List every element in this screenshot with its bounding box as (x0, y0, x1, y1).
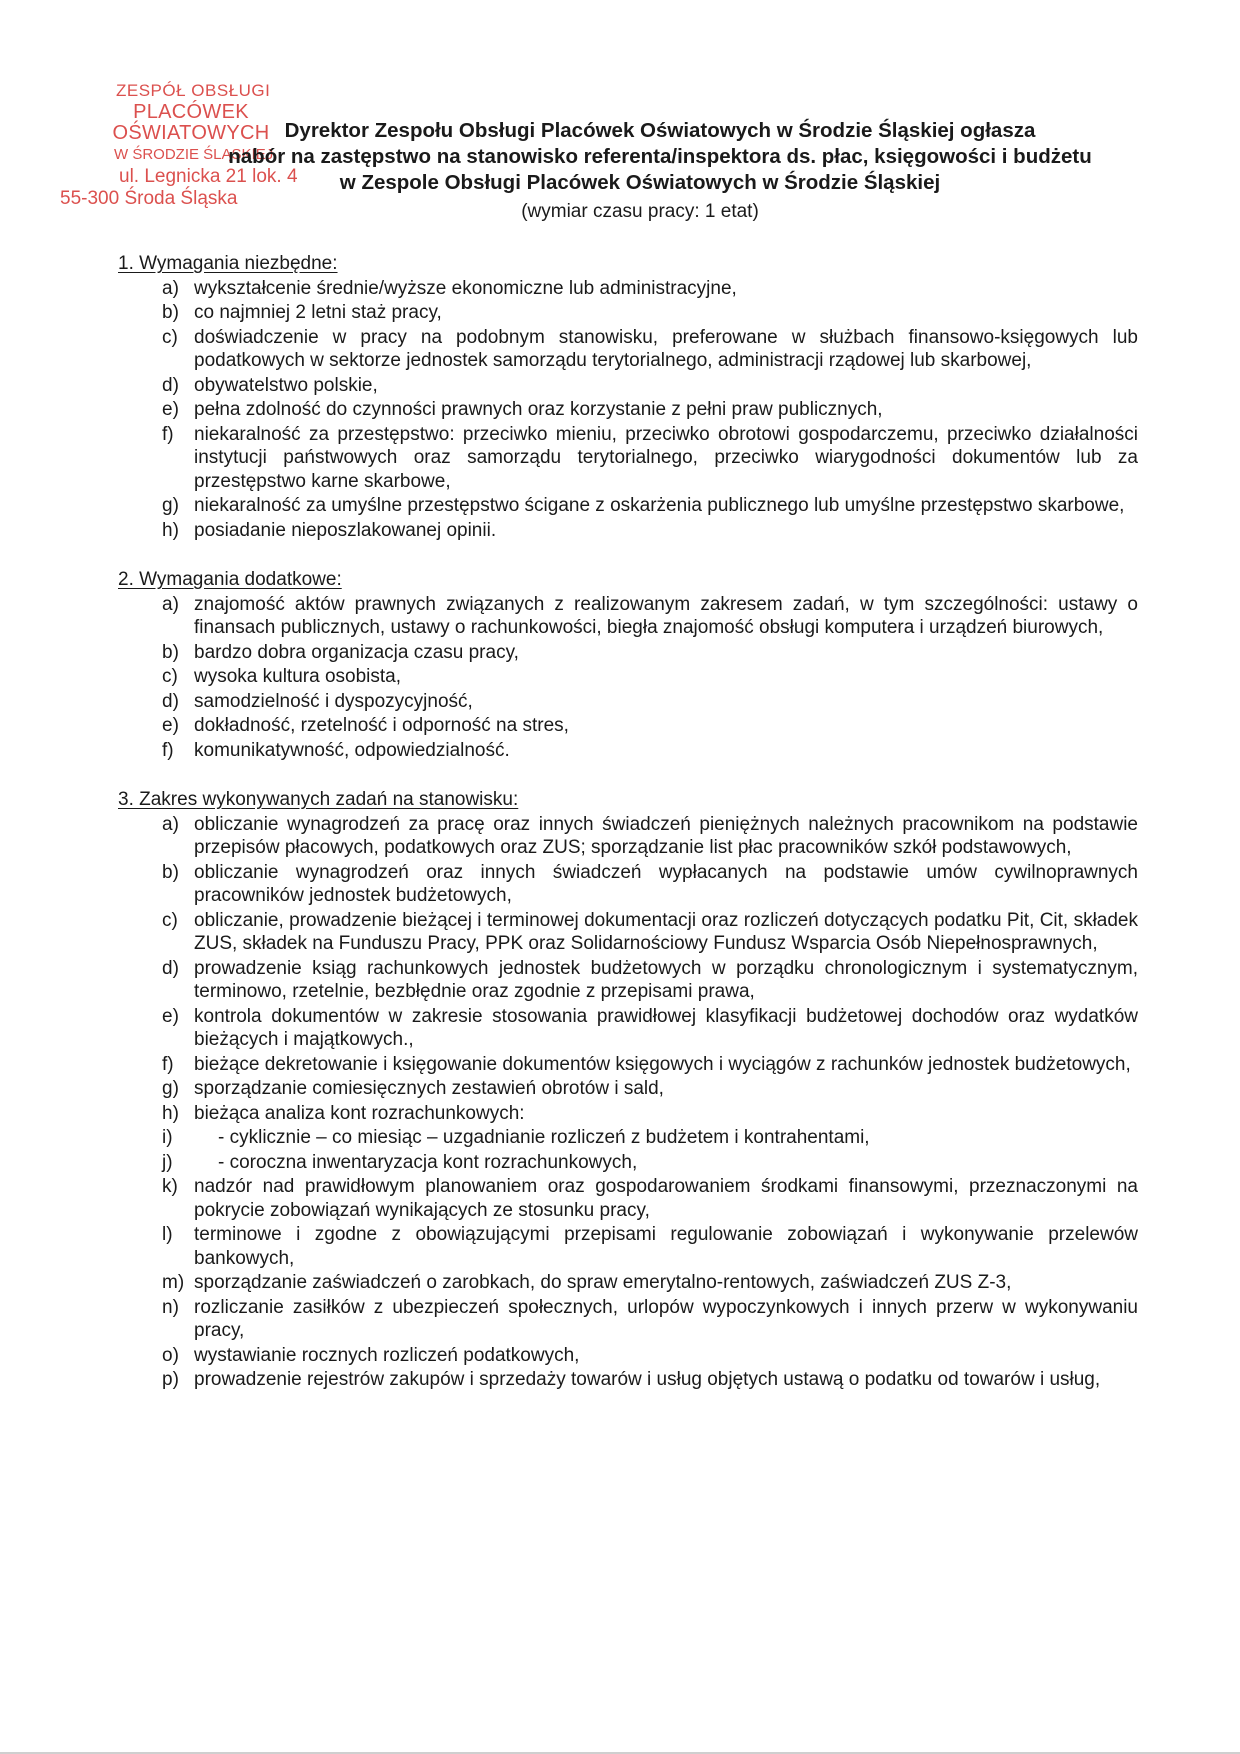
list-item (118, 714, 1138, 738)
list-item-marker: k) (162, 1176, 178, 1197)
list-item (118, 1053, 1138, 1077)
list-item-marker: b) (162, 302, 179, 323)
list-item-text: obywatelstwo polskie, (194, 374, 378, 396)
section-title: 1. Wymagania niezbędne: (118, 253, 338, 274)
header-line-3: w Zespole Obsługi Placówek Oświatowych w Środzie Śląskiej (339, 171, 941, 194)
header-line-2: nabór na zastępstwo na stanowisko referenta/inspektora ds. płac, księgowości i budżetu (228, 145, 1092, 168)
list-item-marker: p) (162, 1369, 179, 1390)
list-item-marker: a) (162, 593, 179, 615)
stamp-line-2: PLACÓWEK OŚWIATOWYCH (112, 100, 270, 144)
section-3 (118, 788, 1138, 1392)
list-item (118, 398, 1138, 422)
list-item-text: komunikatywność, odpowiedzialność. (194, 739, 510, 761)
list-item-marker: g) (162, 495, 179, 516)
stamp-line-3: W ŚRODZIE ŚLĄSKIEJ (114, 145, 274, 163)
list-item (118, 861, 1138, 908)
list-item-text: posiadanie nieposzlakowanej opinii. (194, 519, 497, 541)
list-item-text: prowadzenie rejestrów zakupów i sprzedaży towarów i usług objętych ustawą o podatku od towarów i usług, (194, 1369, 1101, 1390)
list-item-text: bieżące dekretowanie i księgowanie dokumentów księgowych i wyciągów z rachunków jednostek budżetowych, (194, 1053, 1131, 1075)
list-item (118, 1102, 1138, 1126)
list-item (118, 1296, 1138, 1343)
announcement-body (118, 252, 1138, 1418)
header-subline: (wymiar czasu pracy: 1 etat) (521, 201, 759, 222)
list-item-text: obliczanie, prowadzenie bieżącej i terminowej dokumentacji oraz rozliczeń dotyczących podatku Pit, Cit, składek ZUS, składek na Funduszu Pracy, PPK oraz Solidarnościowy Fundusz Wsparcia Osób Niepełnosprawnych, (194, 909, 1138, 954)
list-item-text: obliczanie wynagrodzeń za pracę oraz innych świadczeń pieniężnych należnych pracownikom na podstawie przepisów płacowych, podatkowych oraz ZUS; sporządzanie list płac pracowników szkół podstawowych, (194, 813, 1138, 858)
list-item-text: co najmniej 2 letni staż pracy, (194, 302, 442, 323)
list-item-text: dokładność, rzetelność i odporność na stres, (194, 715, 569, 736)
list-item-marker: f) (162, 1053, 174, 1075)
list-item (118, 957, 1138, 1004)
list-item-marker: c) (162, 909, 178, 931)
list-item (118, 277, 1138, 301)
list-item-text: znajomość aktów prawnych związanych z realizowanym zakresem zadań, w tym szczególności: ustawy o finansach publicznych, ustawy o rachunkowości, biegła znajomość obsługi komputera i urządzeń biurowych, (194, 593, 1138, 638)
list-item-text: sporządzanie comiesięcznych zestawień obrotów i sald, (194, 1078, 664, 1099)
list-item (118, 641, 1138, 665)
list-item-marker: o) (162, 1344, 179, 1366)
list-item-text: sporządzanie zaświadczeń o zarobkach, do spraw emerytalno-rentowych, zaświadczeń ZUS Z-3, (194, 1272, 1012, 1293)
list-item (118, 519, 1138, 543)
list-item-marker: i) (162, 1127, 173, 1148)
section-items (118, 277, 1138, 543)
list-item-text: samodzielność i dyspozycyjność, (194, 690, 473, 712)
list-item-text: wystawianie rocznych rozliczeń podatkowych, (194, 1344, 580, 1366)
list-item-marker: a) (162, 277, 179, 299)
list-item-text: pełna zdolność do czynności prawnych oraz korzystanie z pełni praw publicznych, (194, 399, 883, 420)
list-item-marker: e) (162, 399, 179, 420)
list-item-text: terminowe i zgodne z obowiązującymi przepisami regulowanie zobowiązań i wykonywanie przelewów bankowych, (194, 1224, 1138, 1269)
list-item (118, 301, 1138, 325)
list-item (118, 1223, 1138, 1270)
list-item (118, 374, 1138, 398)
list-item (118, 665, 1138, 689)
list-item-marker: c) (162, 666, 178, 687)
section-1 (118, 252, 1138, 542)
list-item (118, 423, 1138, 494)
section-items (118, 813, 1138, 1392)
list-item (118, 1077, 1138, 1101)
list-item (118, 739, 1138, 763)
list-item-text: kontrola dokumentów w zakresie stosowania prawidłowej klasyfikacji budżetowej dochodów oraz wydatków bieżących i majątkowych., (194, 1005, 1138, 1050)
list-item-text: prowadzenie ksiąg rachunkowych jednostek budżetowych w porządku chronologicznym i systematycznym, terminowo, rzetelnie, bezbłędnie oraz zgodnie z przepisami prawa, (194, 957, 1138, 1002)
list-item (118, 326, 1138, 373)
list-item-text: - coroczna inwentaryzacja kont rozrachunkowych, (218, 1151, 638, 1173)
list-item-marker: b) (162, 861, 179, 883)
list-item (118, 1368, 1138, 1392)
list-item (118, 1175, 1138, 1222)
list-item-marker: g) (162, 1078, 179, 1099)
list-item-text: wykształcenie średnie/wyższe ekonomiczne lub administracyjne, (194, 277, 737, 299)
list-item-text: niekaralność za umyślne przestępstwo ścigane z oskarżenia publicznego lub umyślne przestępstwo skarbowe, (194, 495, 1125, 516)
list-item (118, 1344, 1138, 1368)
list-item-marker: h) (162, 1102, 179, 1124)
stamp-line-1: ZESPÓŁ OBSŁUGI (116, 81, 271, 100)
list-item-marker: c) (162, 326, 178, 348)
list-item-text: bardzo dobra organizacja czasu pracy, (194, 641, 519, 663)
list-item (118, 1126, 1138, 1150)
list-item-text: nadzór nad prawidłowym planowaniem oraz gospodarowaniem środkami finansowymi, przeznaczonymi na pokrycie zobowiązań wynikających ze stosunku pracy, (194, 1176, 1138, 1221)
section-title: 3. Zakres wykonywanych zadań na stanowisku: (118, 789, 519, 810)
list-item (118, 593, 1138, 640)
list-item-text: niekaralność za przestępstwo: przeciwko mieniu, przeciwko obrotowi gospodarczemu, przeciwko działalności instytucji państwowych oraz samorządu terytorialnego, przeciwko wiarygodności dokumentów lub za przestępstwo karne skarbowe, (194, 423, 1138, 492)
list-item-marker: f) (162, 423, 174, 445)
list-item (118, 690, 1138, 714)
announcement-header (150, 118, 1130, 226)
list-item-marker: d) (162, 690, 179, 712)
list-item-marker: h) (162, 519, 179, 541)
list-item-marker: e) (162, 1005, 179, 1027)
list-item-text: doświadczenie w pracy na podobnym stanowisku, preferowane w służbach finansowo-księgowych lub podatkowych w sektorze jednostek samorządu terytorialnego, administracji rządowej lub skarbowej, (194, 326, 1138, 371)
list-item-marker: f) (162, 739, 174, 761)
list-item-marker: d) (162, 374, 179, 396)
list-item-marker: j) (162, 1151, 173, 1173)
list-item-marker: b) (162, 641, 179, 663)
list-item-text: rozliczanie zasiłków z ubezpieczeń społecznych, urlopów wypoczynkowych i innych przerw w wykonywaniu pracy, (194, 1296, 1138, 1341)
list-item-text: bieżąca analiza kont rozrachunkowych: (194, 1102, 525, 1124)
list-item (118, 1151, 1138, 1175)
section-title: 2. Wymagania dodatkowe: (118, 569, 342, 590)
list-item (118, 494, 1138, 518)
list-item (118, 813, 1138, 860)
list-item-marker: m) (162, 1272, 185, 1293)
list-item-text: wysoka kultura osobista, (194, 666, 401, 687)
list-item-marker: l) (162, 1224, 173, 1245)
section-items (118, 593, 1138, 763)
list-item (118, 1005, 1138, 1052)
list-item-marker: n) (162, 1296, 179, 1318)
list-item (118, 909, 1138, 956)
list-item-text: - cyklicznie – co miesiąc – uzgadnianie rozliczeń z budżetem i kontrahentami, (218, 1127, 870, 1148)
list-item-text: obliczanie wynagrodzeń oraz innych świadczeń wypłacanych na podstawie umów cywilnoprawnych pracowników jednostek budżetowych, (194, 861, 1138, 906)
list-item-marker: a) (162, 813, 179, 835)
stamp-line-5: 55-300 Środa Śląska (60, 187, 238, 209)
list-item (118, 1271, 1138, 1295)
header-line-1: Dyrektor Zespołu Obsługi Placówek Oświatowych w Środzie Śląskiej ogłasza (284, 119, 1036, 142)
stamp-line-4: ul. Legnicka 21 lok. 4 (119, 165, 298, 187)
list-item-marker: d) (162, 957, 179, 979)
list-item-marker: e) (162, 715, 179, 736)
section-2 (118, 568, 1138, 762)
